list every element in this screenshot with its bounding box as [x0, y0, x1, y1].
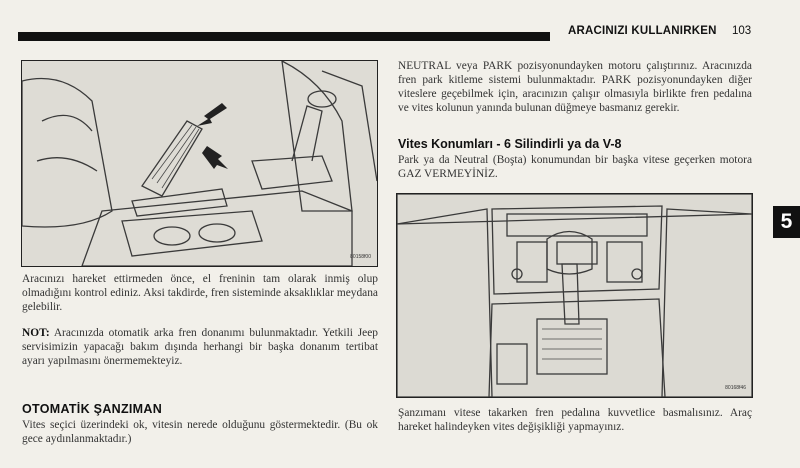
- note-label: NOT:: [22, 327, 50, 339]
- shifting-warning-paragraph: Şanzımanı vitese takarken fren pedalına kuvvetlice basmalısınız. Araç hareket halindeyken vites değişikliği yapmayınız.: [398, 407, 752, 433]
- shift-lever-figure: [396, 193, 753, 398]
- note-text: Aracınızda otomatik arka fren donanımı bulunmaktadır. Yetkili Jeep servisimizin yapacağı bakım dışında herhangi bir başka donanım tertibat ayarı yapılmasını önermemekteyiz.: [22, 327, 378, 367]
- figure-code: 80158f00: [350, 254, 371, 260]
- header-rule: [18, 32, 550, 41]
- brake-check-paragraph: Aracınızı hareket ettirmeden önce, el freninin tam olarak inmiş olup olmadığını kontrol ediniz. Aksi takdirde, fren sisteminde aksaklıklar meydana gelebilir.: [22, 273, 378, 313]
- shift-lever-drawing: [397, 194, 752, 397]
- header-title: ARACINIZI KULLANIRKEN: [568, 25, 717, 37]
- gear-positions-heading: Vites Konumları - 6 Silindirli ya da V-8: [398, 137, 622, 151]
- parking-brake-drawing: [22, 61, 377, 266]
- page-number: 103: [732, 25, 752, 37]
- engine-start-paragraph: NEUTRAL veya PARK pozisyonundayken motoru çalıştırınız. Aracınızda fren park kitleme sistemi bulunmaktadır. PARK pozisyonundayken diğer viteslere geçebilmek için, aracınızın çalışır olmasıyla birlikte fren pedalına ve vites kolunun yanında bulunan düğmeye basmanız gerekir.: [398, 60, 752, 114]
- note-paragraph: [22, 326, 378, 368]
- parking-brake-figure: [21, 60, 378, 267]
- figure-code: 80168f46: [725, 385, 746, 391]
- automatic-transmission-heading: OTOMATİK ŞANZIMAN: [22, 402, 163, 416]
- automatic-transmission-text: Vites seçici üzerindeki ok, vitesin nerede olduğunu göstermektedir. (Bu ok gece aydınlanmaktadır.): [22, 419, 378, 445]
- chapter-tab: 5: [773, 206, 800, 238]
- gear-positions-text: Park ya da Neutral (Boşta) konumundan bir başka vitese geçerken motora GAZ VERMEYİNİZ.: [398, 154, 752, 180]
